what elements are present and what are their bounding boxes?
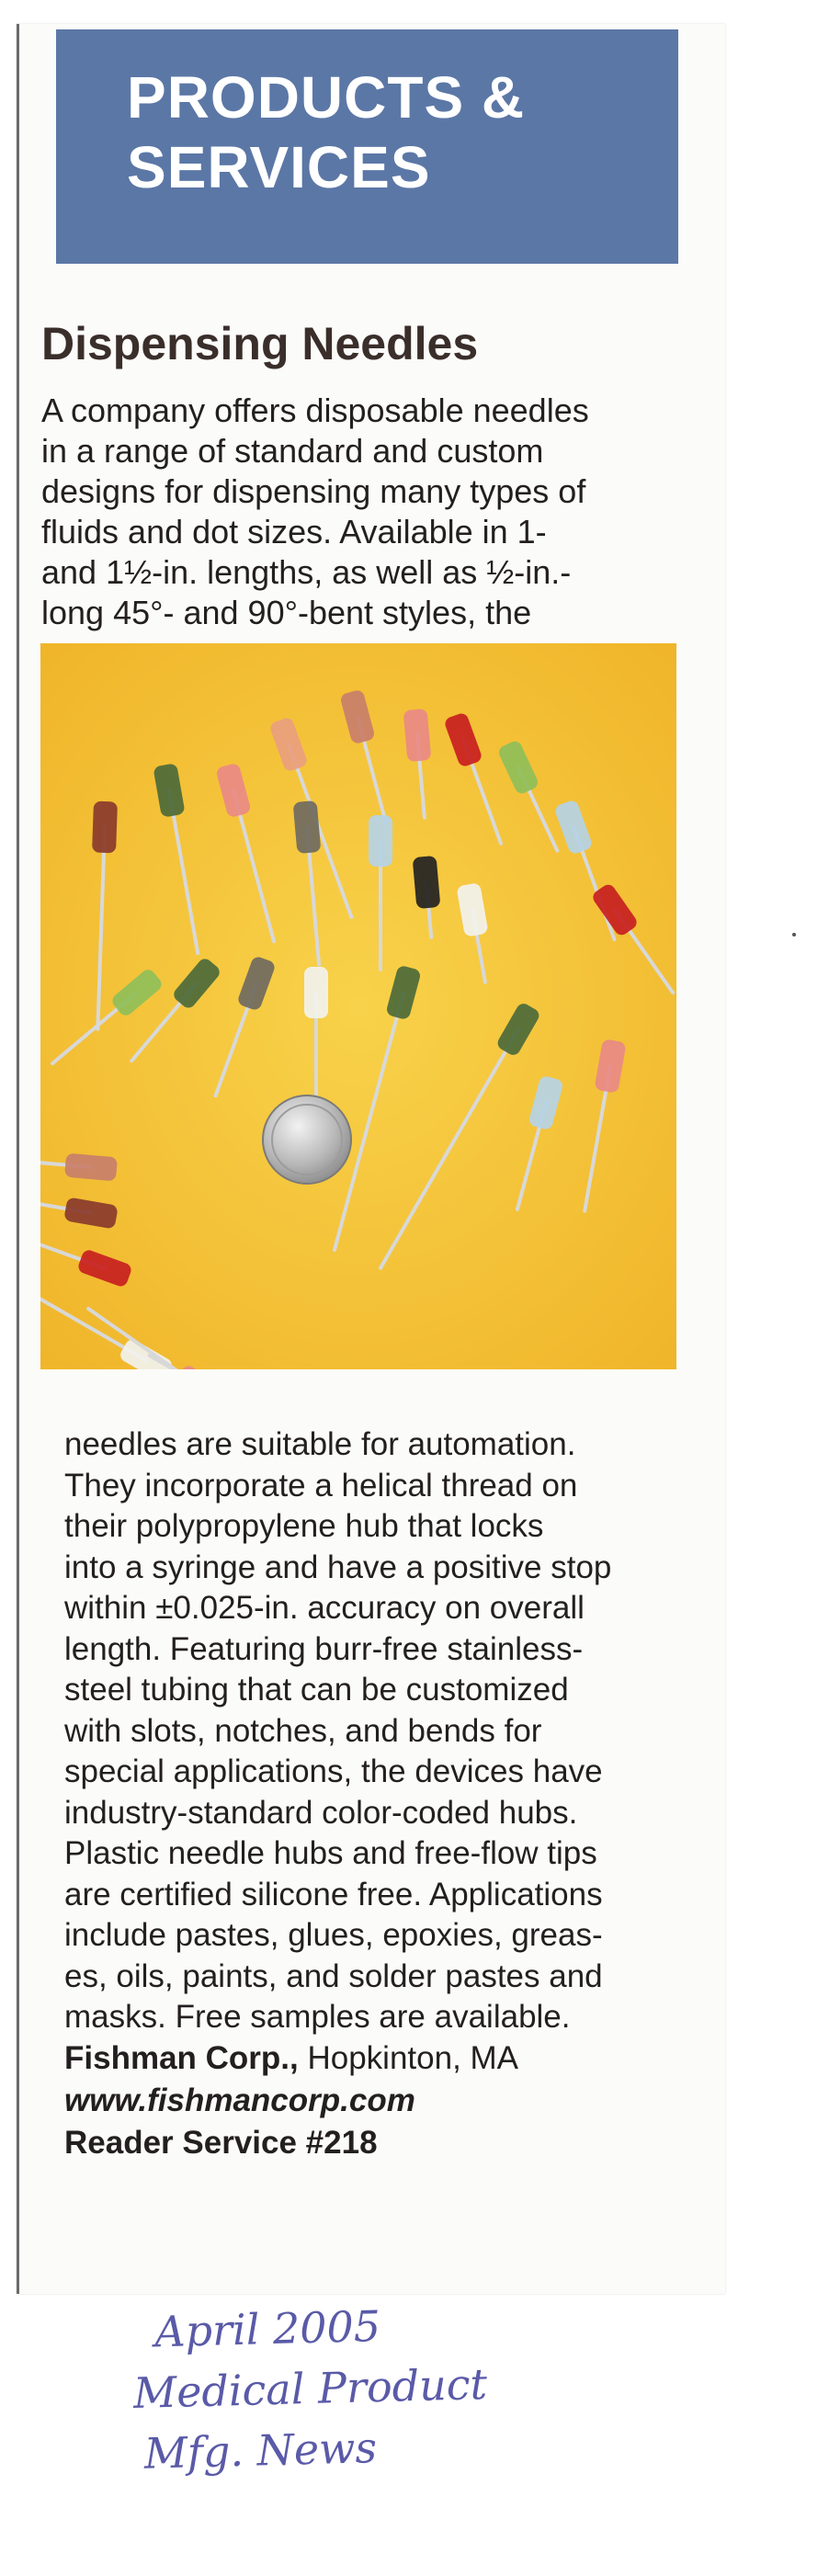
body-bottom-line: length. Featuring burr-free stainless- — [64, 1630, 584, 1667]
article-body-top — [41, 391, 676, 633]
needle-hub — [304, 967, 328, 1018]
company-url: www.fishmancorp.com — [64, 2082, 415, 2118]
body-bottom-line: include pastes, glues, epoxies, greas- — [64, 1917, 603, 1953]
body-top-line: fluids and dot sizes. Available in 1- — [41, 513, 547, 550]
body-bottom-line: industry-standard color-coded hubs. — [64, 1794, 578, 1831]
body-bottom-line: their polypropylene hub that locks — [64, 1508, 544, 1544]
body-bottom-line: es, oils, paints, and solder pastes and — [64, 1958, 603, 1994]
needle-hub — [293, 800, 322, 854]
body-top-line: and 1½-in. lengths, as well as ½-in.- — [41, 553, 572, 591]
body-bottom-line: into a syringe and have a positive stop — [64, 1549, 612, 1585]
company-location: Hopkinton, MA — [298, 2040, 519, 2076]
handwritten-line-1: April 2005 — [153, 2300, 381, 2357]
needle-hub — [92, 801, 118, 854]
banner-title — [127, 62, 525, 202]
body-bottom-line: special applications, the devices have — [64, 1753, 603, 1789]
handwritten-line-2: Medical Product — [132, 2358, 488, 2419]
body-top-line: long 45°- and 90°-bent styles, the — [41, 594, 532, 631]
handwritten-line-3: Mfg. News — [143, 2423, 378, 2479]
company-line — [64, 2037, 518, 2080]
needle-hub — [369, 815, 392, 867]
body-bottom-line: Plastic needle hubs and free-flow tips — [64, 1835, 597, 1871]
body-top-line: in a range of standard and custom — [41, 432, 544, 470]
body-bottom-line: are certified silicone free. Applications — [64, 1876, 603, 1912]
handwritten-note — [131, 2293, 489, 2484]
coin — [263, 1095, 351, 1184]
body-bottom-line: needles are suitable for automation. — [64, 1426, 576, 1462]
body-bottom-line: masks. Free samples are available. — [64, 1999, 571, 2035]
body-bottom-line: They incorporate a helical thread on — [64, 1467, 578, 1504]
company-name: Fishman Corp., — [64, 2040, 299, 2076]
banner-line-1: PRODUCTS & — [127, 64, 526, 131]
needle-hub — [413, 856, 441, 909]
article-body-bottom — [64, 1424, 698, 2038]
reader-service: Reader Service #218 — [64, 2125, 378, 2161]
article-headline: Dispensing Needles — [41, 318, 479, 369]
body-bottom-line: with slots, notches, and bends for — [64, 1712, 542, 1749]
body-bottom-line: steel tubing that can be customized — [64, 1672, 569, 1708]
needles-photo — [40, 643, 676, 1369]
body-top-line: designs for dispensing many types of — [41, 472, 586, 510]
banner-line-2: SERVICES — [127, 134, 431, 200]
needle-hub — [403, 709, 432, 762]
body-bottom-line: within ±0.025-in. accuracy on overall — [64, 1590, 585, 1626]
scan-speck — [792, 933, 796, 936]
needle-hub — [64, 1153, 118, 1182]
body-top-line: A company offers disposable needles — [41, 392, 589, 429]
article-credits — [64, 2037, 518, 2164]
